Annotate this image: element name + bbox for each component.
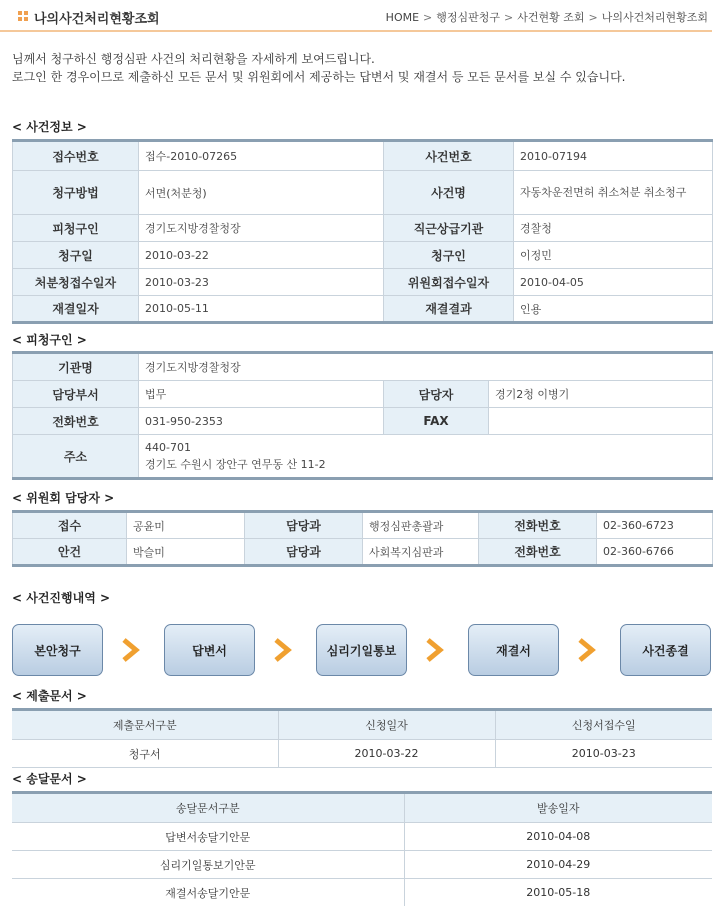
- value-agency: 경기도지방경찰청장: [139, 353, 713, 381]
- case-info-table: [12, 139, 713, 324]
- table-row: [13, 512, 713, 539]
- table-row[interactable]: [12, 823, 712, 851]
- col-header-apply-date: 신청일자: [278, 710, 495, 740]
- committee-table: [12, 510, 713, 567]
- label-phone: 전화번호: [479, 512, 597, 539]
- value-receipt-no: 접수-2010-07265: [139, 141, 384, 171]
- value-dept: 사회복지심판과: [363, 539, 479, 566]
- chevron-right-icon: [423, 637, 447, 663]
- label-address: 주소: [13, 435, 139, 479]
- cell-doc-type[interactable]: 청구서: [12, 740, 278, 768]
- step-main-claim-button[interactable]: 본안청구: [12, 624, 103, 676]
- value-superior-agency: 경찰청: [514, 215, 713, 242]
- section-title-committee: < 위원회 담당자 >: [12, 491, 115, 505]
- label-phone: 전화번호: [479, 539, 597, 566]
- cell-send-date: 2010-04-08: [404, 823, 712, 851]
- table-header-row: [12, 793, 712, 823]
- page-header: [0, 0, 712, 32]
- col-header-doc-type: 송달문서구분: [12, 793, 404, 823]
- address-zip: 440-701: [145, 441, 191, 454]
- table-row: [13, 381, 713, 408]
- chevron-right-icon: [271, 637, 295, 663]
- label-department: 담당부서: [13, 381, 139, 408]
- value-phone: 02-360-6766: [597, 539, 713, 566]
- table-row: [13, 296, 713, 323]
- label-dept: 담당과: [245, 512, 363, 539]
- label-claimant: 청구인: [384, 242, 514, 269]
- cell-doc-type[interactable]: 답변서송달기안문: [12, 823, 404, 851]
- intro-line-1: 님께서 청구하신 행정심판 사건의 처리현황을 자세하게 보여드립니다.: [12, 52, 375, 66]
- chevron-right-icon: [119, 637, 143, 663]
- label-role: 접수: [13, 512, 127, 539]
- value-fax: [489, 408, 713, 435]
- table-row: [13, 408, 713, 435]
- breadcrumb-claim[interactable]: 행정심판청구: [436, 11, 501, 24]
- label-case-no: 사건번호: [384, 141, 514, 171]
- value-department: 법무: [139, 381, 384, 408]
- delivered-docs-table: [12, 791, 712, 906]
- label-agency: 기관명: [13, 353, 139, 381]
- chevron-right-icon: >: [504, 11, 514, 24]
- value-decision-date: 2010-05-11: [139, 296, 384, 323]
- table-header-row: [12, 710, 712, 740]
- cell-doc-type[interactable]: 심리기일통보기안문: [12, 851, 404, 879]
- section-title-progress: < 사건진행내역 >: [12, 591, 111, 605]
- breadcrumb-home[interactable]: HOME: [385, 11, 420, 24]
- value-address: [139, 435, 713, 479]
- label-respondent: 피청구인: [13, 215, 139, 242]
- label-superior-agency: 직근상급기관: [384, 215, 514, 242]
- cell-send-date: 2010-04-29: [404, 851, 712, 879]
- label-claim-method: 청구방법: [13, 171, 139, 215]
- step-decision-button[interactable]: 재결서: [468, 624, 559, 676]
- chevron-right-icon: >: [423, 11, 433, 24]
- label-decision-date: 재결일자: [13, 296, 139, 323]
- respondent-table: [12, 351, 713, 480]
- table-row[interactable]: [12, 851, 712, 879]
- label-dept: 담당과: [245, 539, 363, 566]
- table-row: [13, 353, 713, 381]
- table-row: [13, 141, 713, 171]
- chevron-right-icon: >: [588, 11, 598, 24]
- table-row[interactable]: [12, 740, 712, 768]
- value-name: 박슬미: [127, 539, 245, 566]
- value-name: 공윤미: [127, 512, 245, 539]
- label-claim-date: 청구일: [13, 242, 139, 269]
- step-case-closed-button[interactable]: 사건종결: [620, 624, 711, 676]
- label-person-in-charge: 담당자: [384, 381, 489, 408]
- label-fax: FAX: [384, 408, 489, 435]
- cell-apply-date: 2010-03-22: [278, 740, 495, 768]
- label-role: 안건: [13, 539, 127, 566]
- grid-icon: [18, 11, 28, 21]
- table-row: [13, 539, 713, 566]
- value-committee-receipt-date: 2010-04-05: [514, 269, 713, 296]
- breadcrumb: [386, 9, 708, 25]
- value-claim-date: 2010-03-22: [139, 242, 384, 269]
- table-row: [13, 171, 713, 215]
- table-row[interactable]: [12, 879, 712, 906]
- label-phone: 전화번호: [13, 408, 139, 435]
- chevron-right-icon: [575, 637, 599, 663]
- section-title-respondent: < 피청구인 >: [12, 333, 87, 347]
- label-decision-result: 재결결과: [384, 296, 514, 323]
- value-claim-method: 서면(처분청): [139, 171, 384, 215]
- value-agency-receipt-date: 2010-03-23: [139, 269, 384, 296]
- col-header-receipt-date: 신청서접수일: [495, 710, 712, 740]
- progress-flow: [12, 624, 712, 678]
- page-title: 나의사건처리현황조회: [34, 12, 160, 27]
- table-row: [13, 269, 713, 296]
- breadcrumb-case-status[interactable]: 사건현황 조회: [517, 11, 585, 24]
- table-row: [13, 435, 713, 479]
- table-row: [13, 215, 713, 242]
- value-decision-result: 인용: [514, 296, 713, 323]
- value-dept: 행정심판총괄과: [363, 512, 479, 539]
- cell-receipt-date: 2010-03-23: [495, 740, 712, 768]
- col-header-doc-type: 제출문서구분: [12, 710, 278, 740]
- table-row: [13, 242, 713, 269]
- value-case-no: 2010-07194: [514, 141, 713, 171]
- value-person-in-charge: 경기2청 이병기: [489, 381, 713, 408]
- cell-send-date: 2010-05-18: [404, 879, 712, 906]
- cell-doc-type[interactable]: 재결서송달기안문: [12, 879, 404, 906]
- value-respondent: 경기도지방경찰청장: [139, 215, 384, 242]
- intro-line-2: 로그인 한 경우이므로 제출하신 모든 문서 및 위원회에서 제공하는 답변서 및 재결서 등 모든 문서를 보실 수 있습니다.: [12, 70, 626, 84]
- step-answer-button[interactable]: 답변서: [164, 624, 255, 676]
- label-agency-receipt-date: 처분청접수일자: [13, 269, 139, 296]
- value-case-name: 자동차운전면허 취소처분 취소청구: [514, 171, 713, 215]
- section-title-delivered: < 송달문서 >: [12, 772, 87, 786]
- breadcrumb-current: 나의사건처리현황조회: [601, 11, 708, 24]
- section-title-case-info: < 사건정보 >: [12, 120, 87, 134]
- step-hearing-notice-button[interactable]: 심리기일통보: [316, 624, 407, 676]
- col-header-send-date: 발송일자: [404, 793, 712, 823]
- address-line: 경기도 수원시 장안구 연무동 산 11-2: [145, 458, 326, 471]
- label-receipt-no: 접수번호: [13, 141, 139, 171]
- value-phone: 02-360-6723: [597, 512, 713, 539]
- intro-text: [12, 50, 626, 86]
- label-committee-receipt-date: 위원회접수일자: [384, 269, 514, 296]
- label-case-name: 사건명: [384, 171, 514, 215]
- value-phone: 031-950-2353: [139, 408, 384, 435]
- value-claimant: 이정민: [514, 242, 713, 269]
- section-title-submitted: < 제출문서 >: [12, 689, 87, 703]
- submitted-docs-table: [12, 708, 712, 768]
